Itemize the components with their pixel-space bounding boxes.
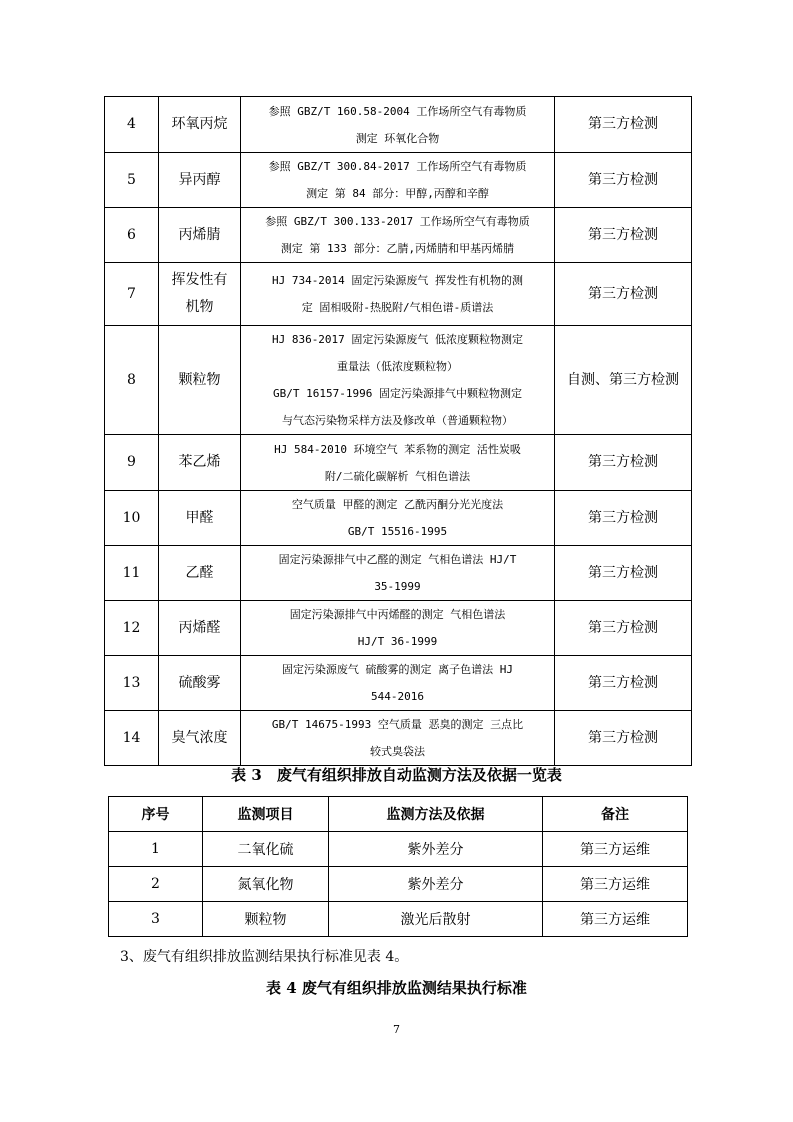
cell-line: 定 固相吸附-热脱附/气相色谱-质谱法 <box>301 301 494 314</box>
table-row <box>109 902 688 937</box>
cell-serial: 3 <box>109 902 203 937</box>
cell-line: HJ 836-2017 固定污染源废气 低浓度颗粒物测定 <box>271 333 524 346</box>
cell-item: 臭气浓度 <box>159 711 241 766</box>
cell-line: 参照 GBZ/T 160.58-2004 工作场所空气有毒物质 <box>268 104 527 118</box>
cell-line: 较式臭袋法 <box>370 745 425 758</box>
table-row <box>105 326 692 435</box>
cell-line: 空气质量 甲醛的测定 乙酰丙酮分光光度法 <box>291 498 504 511</box>
cell-line: GB/T 14675-1993 空气质量 恶臭的测定 三点比 <box>271 718 524 731</box>
cell-line: GB/T 16157-1996 固定污染源排气中颗粒物测定 <box>273 387 522 400</box>
table-row <box>109 867 688 902</box>
cell-serial: 10 <box>105 491 159 546</box>
cell-line: 固定污染源排气中丙烯醛的测定 气相色谱法 <box>289 608 506 621</box>
cell-item: 异丙醇 <box>159 153 241 208</box>
cell-method <box>241 656 555 711</box>
cell-method: 激光后散射 <box>329 902 543 937</box>
cell-line: 固定污染源废气 硫酸雾的测定 离子色谱法 HJ <box>281 663 514 676</box>
cell-line: 参照 GBZ/T 300.84-2017 工作场所空气有毒物质 <box>268 160 527 173</box>
cell-line: GB/T 15516-1995 <box>347 525 448 538</box>
cell-method <box>241 601 555 656</box>
cell-note: 第三方运维 <box>543 867 688 902</box>
cell-method <box>241 263 555 326</box>
cell-line: 机物 <box>185 299 214 315</box>
cell-serial: 2 <box>109 867 203 902</box>
cell-method <box>241 491 555 546</box>
table-row <box>105 711 692 766</box>
table-header-row <box>109 797 688 832</box>
cell-serial: 7 <box>105 263 159 326</box>
cell-item: 硫酸雾 <box>159 656 241 711</box>
cell-line: 与气态污染物采样方法及修改单（普通颗粒物） <box>282 414 513 427</box>
table-row <box>105 153 692 208</box>
cell-note: 第三方检测 <box>555 97 692 153</box>
auto-monitoring-table <box>108 796 688 937</box>
monitoring-method-table <box>104 96 692 766</box>
table-row <box>105 208 692 263</box>
cell-note: 第三方运维 <box>543 832 688 867</box>
cell-method <box>241 546 555 601</box>
cell-line: 测定 第 84 部分：甲醇,丙醇和辛醇 <box>306 187 489 200</box>
cell-serial: 1 <box>109 832 203 867</box>
cell-note: 第三方检测 <box>555 263 692 326</box>
cell-method <box>241 711 555 766</box>
table-row <box>105 601 692 656</box>
cell-note: 第三方检测 <box>555 435 692 491</box>
cell-note: 第三方检测 <box>555 711 692 766</box>
table-row <box>105 263 692 326</box>
header-item: 监测项目 <box>203 797 329 832</box>
cell-line: 附/二硫化碳解析 气相色谱法 <box>324 469 471 483</box>
table-row <box>109 832 688 867</box>
cell-item: 氮氧化物 <box>203 867 329 902</box>
header-serial: 序号 <box>109 797 203 832</box>
cell-serial: 11 <box>105 546 159 601</box>
cell-line: 挥发性有 <box>171 272 228 288</box>
cell-note: 自测、第三方检测 <box>555 326 692 435</box>
cell-item: 丙烯腈 <box>159 208 241 263</box>
cell-item: 甲醛 <box>159 491 241 546</box>
cell-serial: 5 <box>105 153 159 208</box>
cell-line: HJ/T 36-1999 <box>357 635 438 648</box>
body-paragraph: 3、废气有组织排放监测结果执行标准见表 4。 <box>120 949 409 965</box>
cell-line: 35-1999 <box>374 580 421 593</box>
cell-line: 测定 第 133 部分：乙腈,丙烯腈和甲基丙烯腈 <box>280 242 515 255</box>
cell-line: 544-2016 <box>371 690 424 703</box>
cell-item: 环氧丙烷 <box>159 97 241 153</box>
cell-serial: 4 <box>105 97 159 153</box>
table-row <box>105 546 692 601</box>
cell-note: 第三方检测 <box>555 491 692 546</box>
cell-line: HJ 584-2010 环境空气 苯系物的测定 活性炭吸 <box>274 442 521 456</box>
cell-item: 苯乙烯 <box>159 435 241 491</box>
cell-line: HJ 734-2014 固定污染源废气 挥发性有机物的测 <box>271 274 524 287</box>
header-method: 监测方法及依据 <box>329 797 543 832</box>
cell-line: 测定 环氧化合物 <box>355 131 440 145</box>
cell-method <box>241 435 555 491</box>
cell-serial: 12 <box>105 601 159 656</box>
cell-method: 紫外差分 <box>329 832 543 867</box>
cell-line: 重量法（低浓度颗粒物） <box>337 360 458 373</box>
cell-note: 第三方检测 <box>555 153 692 208</box>
cell-item <box>159 263 241 326</box>
cell-item: 颗粒物 <box>159 326 241 435</box>
table3-caption: 表 3 废气有组织排放自动监测方法及依据一览表 <box>231 766 562 784</box>
cell-method <box>241 208 555 263</box>
page-number: 7 <box>393 1023 400 1036</box>
cell-item: 乙醛 <box>159 546 241 601</box>
table-row <box>105 97 692 153</box>
cell-serial: 8 <box>105 326 159 435</box>
header-note: 备注 <box>543 797 688 832</box>
cell-serial: 14 <box>105 711 159 766</box>
cell-serial: 9 <box>105 435 159 491</box>
cell-method <box>241 326 555 435</box>
cell-item: 颗粒物 <box>203 902 329 937</box>
cell-line: 参照 GBZ/T 300.133-2017 工作场所空气有毒物质 <box>265 215 530 228</box>
cell-note: 第三方检测 <box>555 656 692 711</box>
cell-note: 第三方检测 <box>555 546 692 601</box>
cell-note: 第三方检测 <box>555 601 692 656</box>
cell-line: 固定污染源排气中乙醛的测定 气相色谱法 HJ/T <box>278 553 517 566</box>
cell-method: 紫外差分 <box>329 867 543 902</box>
cell-item: 丙烯醛 <box>159 601 241 656</box>
cell-serial: 13 <box>105 656 159 711</box>
cell-note: 第三方运维 <box>543 902 688 937</box>
cell-note: 第三方检测 <box>555 208 692 263</box>
table-row <box>105 435 692 491</box>
cell-serial: 6 <box>105 208 159 263</box>
cell-method <box>241 153 555 208</box>
cell-method <box>241 97 555 153</box>
table4-caption: 表 4 废气有组织排放监测结果执行标准 <box>266 979 527 997</box>
table-row <box>105 491 692 546</box>
cell-item: 二氧化硫 <box>203 832 329 867</box>
table-row <box>105 656 692 711</box>
